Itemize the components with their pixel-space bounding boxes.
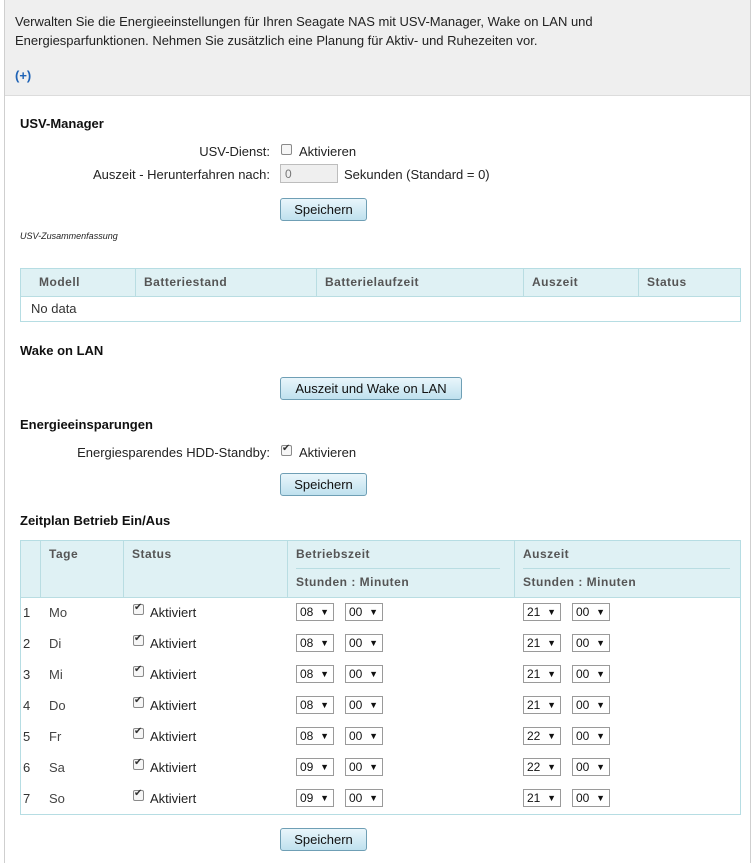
on-hour-select[interactable]: 09 ▼ — [296, 789, 334, 807]
row-day: Di — [49, 636, 62, 651]
usv-service-checkbox[interactable] — [281, 144, 292, 155]
on-minute-select[interactable]: 00 ▼ — [345, 634, 383, 652]
chevron-down-icon: ▼ — [547, 762, 556, 772]
usv-table-header — [21, 269, 740, 297]
row-number: 6 — [23, 760, 31, 775]
chevron-down-icon: ▼ — [596, 731, 605, 741]
chevron-down-icon: ▼ — [369, 731, 378, 741]
row-status-label: Aktiviert — [150, 605, 197, 620]
energy-section-title: Energieeinsparungen — [20, 417, 153, 432]
power-settings-page — [4, 0, 751, 863]
wol-section-title: Wake on LAN — [20, 343, 104, 358]
on-minute-select[interactable]: 00 ▼ — [345, 727, 383, 745]
schedule-table-header — [21, 541, 740, 598]
row-day: Fr — [49, 729, 62, 744]
on-hour-select[interactable]: 08 ▼ — [296, 603, 334, 621]
on-hour-select[interactable]: 08 ▼ — [296, 727, 334, 745]
usv-timeout-label: Auszeit - Herunterfahren nach: — [92, 167, 270, 182]
row-status-label: Aktiviert — [150, 667, 197, 682]
chevron-down-icon: ▼ — [547, 731, 556, 741]
usv-service-check-label: Aktivieren — [299, 144, 357, 159]
off-minute-select[interactable]: 00 ▼ — [572, 789, 610, 807]
intro-panel — [5, 0, 750, 96]
hdd-standby-checkbox[interactable] — [281, 445, 292, 456]
usv-timeout-suffix: Sekunden (Standard = 0) — [344, 167, 490, 182]
on-time-subheading: Stunden : Minuten — [296, 575, 410, 589]
usv-section-title: USV-Manager — [20, 116, 104, 131]
on-hour-select[interactable]: 09 ▼ — [296, 758, 334, 776]
on-minute-select[interactable]: 00 ▼ — [345, 603, 383, 621]
off-minute-select[interactable]: 00 ▼ — [572, 696, 610, 714]
row-status-label: Aktiviert — [150, 636, 197, 651]
row-status-checkbox[interactable] — [133, 759, 144, 770]
row-number: 3 — [23, 667, 31, 682]
intro-text: Verwalten Sie die Energieeinstellungen für Ihren Seagate NAS mit USV-Manager, Wake on LAN und Energiesparfunktionen. Nehmen Sie zusätzlich eine Planung für Aktiv- und Ruhezeiten vor. — [15, 14, 593, 48]
chevron-down-icon: ▼ — [320, 669, 329, 679]
chevron-down-icon: ▼ — [320, 700, 329, 710]
schedule-row — [21, 753, 740, 784]
row-status-checkbox[interactable] — [133, 697, 144, 708]
schedule-row — [21, 722, 740, 753]
chevron-down-icon: ▼ — [547, 607, 556, 617]
row-day: Do — [49, 698, 66, 713]
schedule-row — [21, 691, 740, 722]
chevron-down-icon: ▼ — [596, 762, 605, 772]
hdd-standby-label: Energiesparendes HDD-Standby: — [77, 445, 270, 460]
chevron-down-icon: ▼ — [596, 700, 605, 710]
row-number: 2 — [23, 636, 31, 651]
schedule-col-off-time — [514, 541, 740, 597]
usv-empty-text: No data — [31, 301, 77, 316]
row-day: Mi — [49, 667, 63, 682]
schedule-row — [21, 784, 740, 815]
row-status-checkbox[interactable] — [133, 666, 144, 677]
usv-summary-table — [20, 268, 741, 322]
usv-col-timeout[interactable]: Auszeit — [523, 269, 638, 296]
off-hour-select[interactable]: 21 ▼ — [523, 603, 561, 621]
schedule-row — [21, 629, 740, 660]
off-hour-select[interactable]: 21 ▼ — [523, 634, 561, 652]
usv-col-model[interactable]: Modell — [39, 275, 80, 289]
row-status-label: Aktiviert — [150, 760, 197, 775]
usv-col-status[interactable]: Status — [638, 269, 740, 296]
off-minute-select[interactable]: 00 ▼ — [572, 634, 610, 652]
row-day: Sa — [49, 760, 65, 775]
off-hour-select[interactable]: 21 ▼ — [523, 789, 561, 807]
schedule-col-day[interactable]: Tage — [40, 541, 123, 597]
chevron-down-icon: ▼ — [596, 607, 605, 617]
schedule-row — [21, 660, 740, 691]
off-time-heading: Auszeit — [523, 547, 570, 561]
row-status-checkbox[interactable] — [133, 635, 144, 646]
on-minute-select[interactable]: 00 ▼ — [345, 789, 383, 807]
chevron-down-icon: ▼ — [369, 793, 378, 803]
row-status-label: Aktiviert — [150, 698, 197, 713]
row-status-checkbox[interactable] — [133, 728, 144, 739]
chevron-down-icon: ▼ — [369, 669, 378, 679]
row-day: So — [49, 791, 65, 806]
usv-save-button[interactable]: Speichern — [280, 198, 367, 221]
chevron-down-icon: ▼ — [369, 700, 378, 710]
chevron-down-icon: ▼ — [369, 607, 378, 617]
off-time-subheading: Stunden : Minuten — [523, 575, 637, 589]
off-hour-select[interactable]: 22 ▼ — [523, 758, 561, 776]
on-minute-select[interactable]: 00 ▼ — [345, 665, 383, 683]
row-number: 1 — [23, 605, 31, 620]
on-hour-select[interactable]: 08 ▼ — [296, 665, 334, 683]
usv-col-battery-level[interactable]: Batteriestand — [135, 269, 316, 296]
chevron-down-icon: ▼ — [320, 731, 329, 741]
schedule-col-status[interactable]: Status — [123, 541, 287, 597]
chevron-down-icon: ▼ — [320, 607, 329, 617]
off-minute-select[interactable]: 00 ▼ — [572, 758, 610, 776]
row-number: 5 — [23, 729, 31, 744]
schedule-section-title: Zeitplan Betrieb Ein/Aus — [20, 513, 171, 528]
chevron-down-icon: ▼ — [596, 669, 605, 679]
off-minute-select[interactable]: 00 ▼ — [572, 665, 610, 683]
chevron-down-icon: ▼ — [547, 793, 556, 803]
schedule-row — [21, 598, 740, 629]
chevron-down-icon: ▼ — [320, 762, 329, 772]
off-minute-select[interactable]: 00 ▼ — [572, 727, 610, 745]
chevron-down-icon: ▼ — [547, 669, 556, 679]
off-hour-select[interactable]: 21 ▼ — [523, 665, 561, 683]
chevron-down-icon: ▼ — [369, 638, 378, 648]
chevron-down-icon: ▼ — [596, 638, 605, 648]
on-hour-select[interactable]: 08 ▼ — [296, 696, 334, 714]
schedule-table — [20, 540, 741, 815]
usv-col-battery-runtime[interactable]: Batterielaufzeit — [316, 269, 523, 296]
chevron-down-icon: ▼ — [547, 700, 556, 710]
wol-button[interactable]: Auszeit und Wake on LAN — [280, 377, 462, 400]
off-minute-select[interactable]: 00 ▼ — [572, 603, 610, 621]
off-hour-select[interactable]: 21 ▼ — [523, 696, 561, 714]
on-time-heading: Betriebszeit — [296, 547, 371, 561]
expand-toggle[interactable]: (+) — [15, 68, 32, 83]
usv-timeout-input[interactable] — [280, 164, 338, 183]
row-status-checkbox[interactable] — [133, 604, 144, 615]
chevron-down-icon: ▼ — [547, 638, 556, 648]
on-minute-select[interactable]: 00 ▼ — [345, 758, 383, 776]
usv-summary-caption: USV-Zusammenfassung — [20, 231, 118, 241]
row-status-label: Aktiviert — [150, 729, 197, 744]
off-hour-select[interactable]: 22 ▼ — [523, 727, 561, 745]
schedule-col-on-time — [287, 541, 514, 597]
on-hour-select[interactable]: 08 ▼ — [296, 634, 334, 652]
row-status-label: Aktiviert — [150, 791, 197, 806]
on-minute-select[interactable]: 00 ▼ — [345, 696, 383, 714]
chevron-down-icon: ▼ — [369, 762, 378, 772]
row-number: 7 — [23, 791, 31, 806]
chevron-down-icon: ▼ — [596, 793, 605, 803]
usv-service-label: USV-Dienst: — [199, 144, 270, 159]
row-day: Mo — [49, 605, 68, 620]
chevron-down-icon: ▼ — [320, 793, 329, 803]
row-status-checkbox[interactable] — [133, 790, 144, 801]
row-number: 4 — [23, 698, 31, 713]
energy-save-button[interactable]: Speichern — [280, 473, 367, 496]
schedule-save-button[interactable]: Speichern — [280, 828, 367, 851]
chevron-down-icon: ▼ — [320, 638, 329, 648]
hdd-standby-check-label: Aktivieren — [299, 445, 357, 460]
